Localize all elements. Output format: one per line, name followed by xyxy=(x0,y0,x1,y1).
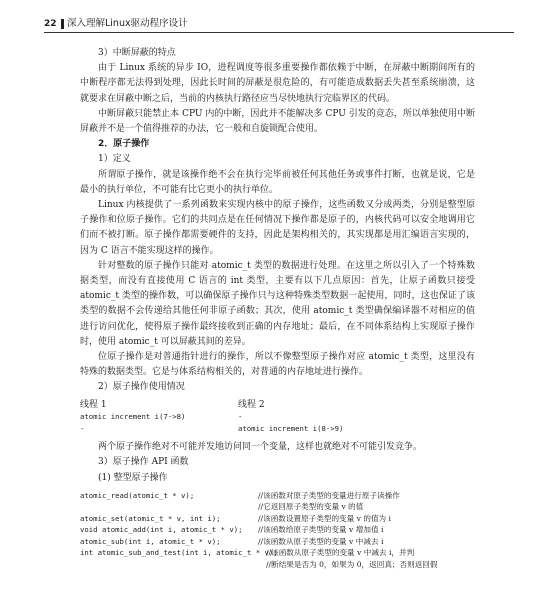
code-row xyxy=(80,423,475,435)
api-row xyxy=(80,501,475,513)
api-code: int atomic_sub_and_test(int i, atomic_t * v); xyxy=(80,548,278,558)
running-header xyxy=(44,18,514,33)
api-comment: //它返回原子类型的变量 v 的值 xyxy=(258,502,364,512)
paragraph: 所谓原子操作，就是该操作绝不会在执行完毕前被任何其他任务或事件打断，也就是说，它是最小的执行单位，不可能有比它更小的执行单位。 xyxy=(80,169,475,195)
subsection-heading: 1）定义 xyxy=(98,154,131,165)
api-code: void atomic_add(int i, atomic_t * v); xyxy=(80,525,243,535)
code-cell: atomic increment i(7->8) xyxy=(80,412,186,422)
api-comment: //该函数对原子类型的变量进行原子读操作 xyxy=(258,490,400,500)
book-title: 深入理解Linux驱动程序设计 xyxy=(67,18,188,29)
code-cell: - xyxy=(80,423,85,433)
subsection-heading: (1) 整型原子操作 xyxy=(98,472,168,483)
subsection-heading: 3）中断屏蔽的特点 xyxy=(98,48,176,58)
subsection-heading: 2）原子操作使用情况 xyxy=(98,382,185,393)
api-code: atomic_read(atomic_t * v); xyxy=(80,490,195,500)
code-cell: 线程 1 xyxy=(80,399,107,410)
paragraph: 由于 Linux 系统的异步 IO，进程调度等很多重要操作都依赖于中断，在屏蔽中断期间所有的中断程序都无法得到处理，因此长时间的屏蔽是很危险的，有可能造成数据丢失甚至系统崩溃，这就要求在屏蔽中断之后，当前的内核执行路径应当尽快地执行完临界区的代码。 xyxy=(80,63,475,104)
thread-code-table xyxy=(80,400,475,435)
section-heading: 2．原子操作 xyxy=(98,139,150,150)
api-comment: //该函数给原子类型的变量 v 增加值 i xyxy=(258,525,384,535)
subsection-heading: 3）原子操作 API 函数 xyxy=(98,457,189,468)
api-row xyxy=(80,547,475,559)
code-row xyxy=(80,411,475,423)
api-comment: //该函数从原子类型的变量 v 中减去 i，并判 xyxy=(266,548,415,558)
api-row xyxy=(80,524,475,536)
code-cell: - xyxy=(238,412,243,422)
api-row xyxy=(80,536,475,548)
api-code-listing xyxy=(80,490,475,571)
api-row xyxy=(80,559,475,571)
code-cell: atomic increment i(8->9) xyxy=(238,423,344,433)
page-body xyxy=(80,46,475,570)
code-cell: 线程 2 xyxy=(238,399,265,410)
paragraph: 针对整数的原子操作只能对 atomic_t 类型的数据进行处理。在这里之所以引入了一个特殊数据类型，而没有直接使用 C 语言的 int 类型，主要有以下几点原因：首先，让原子函数只接受 atomic_t 类型的操作数，可以确保原子操作只与这种特殊类型数据一起使用，同时，这也保证了该类型的数据不会传递给其他任何非原子函数；其次，使用 atomic_t 类型确保编译器不对相应的值进行访问优化，使得原子操作最终接收到正确的内存地址；最后，在不同体系结构上实现原子操作时，使用 atomic_t 可以屏蔽其间的差异。 xyxy=(80,260,475,347)
api-code: atomic_set(atomic_t * v, int i); xyxy=(80,513,221,523)
api-row xyxy=(80,513,475,525)
header-bar-icon xyxy=(61,19,64,29)
paragraph: 中断屏蔽只能禁止本 CPU 内的中断，因此并不能解决多 CPU 引发的竞态，所以单独使用中断屏蔽并不是一个值得推荐的办法，它一般和自旋锁配合使用。 xyxy=(80,108,475,135)
api-comment: //该函数设置原子类型的变量 v 的值为 i xyxy=(258,513,391,523)
code-row xyxy=(80,400,475,412)
paragraph: 位原子操作是对普通指针进行的操作，所以不像整型原子操作对应 atomic_t 类型，这里没有特殊的数据类型。它是与体系结构相关的，对普通的内存地址进行操作。 xyxy=(80,352,475,378)
api-code xyxy=(80,501,258,513)
paragraph: Linux 内核提供了一系列函数来实现内核中的原子操作，这些函数又分成两类，分别是整型原子操作和位原子操作。它们的共同点是在任何情况下操作都是原子的，内核代码可以安全地调用它们而不被打断。原子操作都需要硬件的支持，因此是架构相关的，其实现都是用汇编语言实现的，因为 C 语言不能实现这样的操作。 xyxy=(80,200,475,256)
api-code xyxy=(80,559,258,571)
page-number: 22 xyxy=(44,19,57,29)
api-row xyxy=(80,490,475,502)
paragraph: 两个原子操作绝对不可能并发地访问同一个变量，这样也就绝对不可能引发竞争。 xyxy=(98,442,423,453)
api-comment: //断结果是否为 0，如果为 0，返回真；否则返回假 xyxy=(266,559,438,569)
api-comment: //该函数从原子类型的变量 v 中减去 i xyxy=(258,536,384,546)
api-code: atomic_sub(int i, atomic_t * v); xyxy=(80,536,221,546)
